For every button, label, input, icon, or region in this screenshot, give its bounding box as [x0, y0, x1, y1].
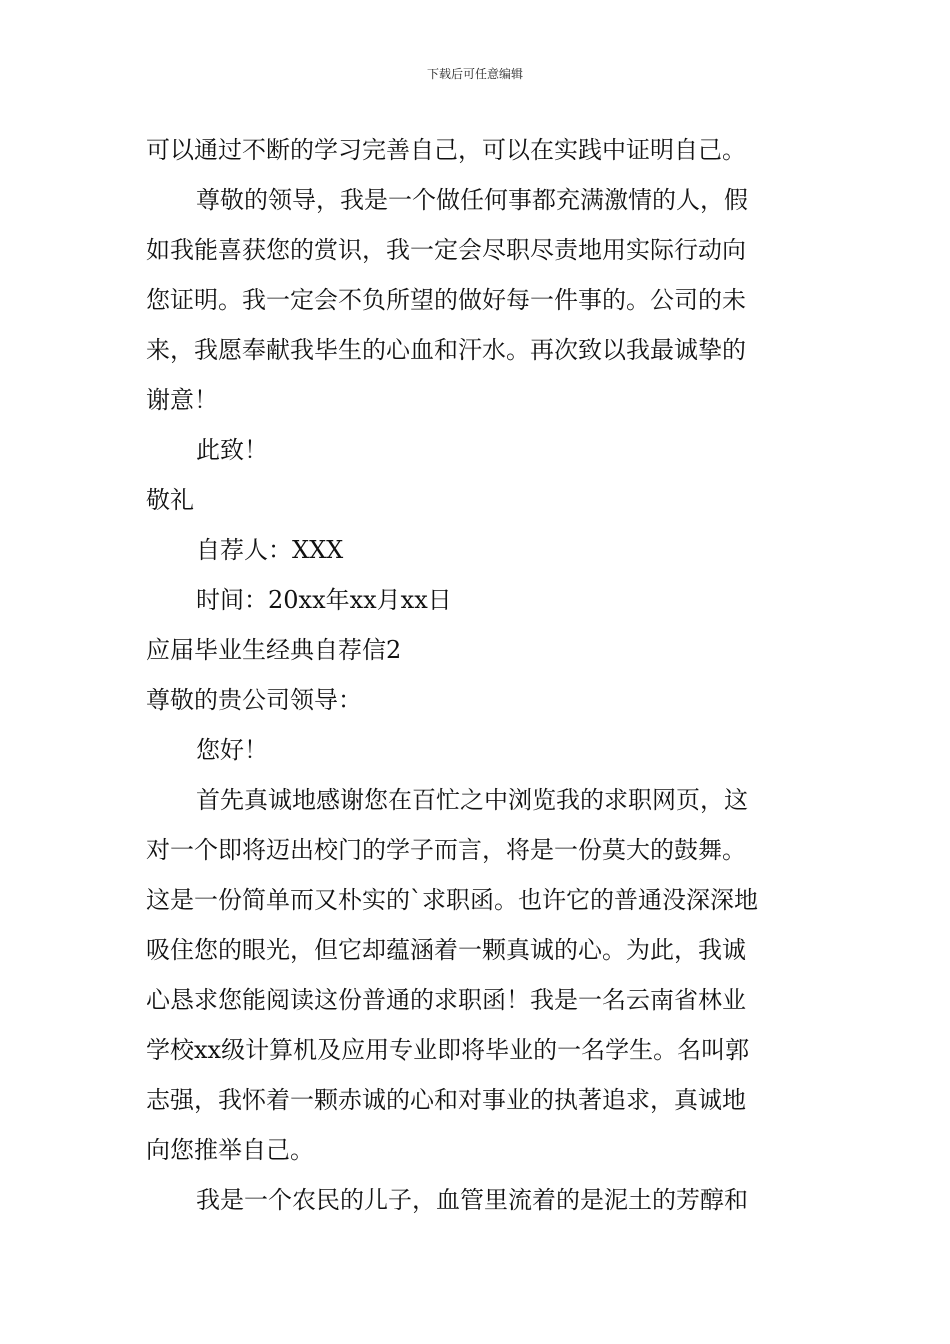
section-title: 应届毕业生经典自荐信2 — [146, 636, 402, 664]
text-line: 志强，我怀着一颗赤诚的心和对事业的执著追求，真诚地 — [146, 1086, 746, 1114]
page-header-watermark: 下载后可任意编辑 — [426, 67, 523, 81]
text-line: 学校xx级计算机及应用专业即将毕业的一名学生。名叫郭 — [146, 1036, 750, 1064]
text-line: 吸住您的眼光，但它却蕴涵着一颗真诚的心。为此，我诚 — [146, 936, 746, 964]
text-line: 来，我愿奉献我毕生的心血和汗水。再次致以我最诚挚的 — [146, 336, 746, 364]
signature-line: 自荐人：XXX — [196, 536, 344, 564]
greeting-addressee: 尊敬的贵公司领导： — [146, 686, 362, 714]
text-line: 首先真诚地感谢您在百忙之中浏览我的求职网页，这 — [196, 786, 748, 814]
text-line: 谢意！ — [146, 386, 218, 414]
text-line: 如我能喜获您的赏识，我一定会尽职尽责地用实际行动向 — [146, 236, 746, 264]
greeting: 您好！ — [196, 736, 268, 764]
text-line: 您证明。我一定会不负所望的做好每一件事的。公司的未 — [146, 286, 746, 314]
text-line: 向您推举自己。 — [146, 1136, 314, 1164]
document-body — [146, 125, 806, 1225]
closing-regards: 敬礼 — [146, 486, 194, 514]
text-line: 尊敬的领导，我是一个做任何事都充满激情的人，假 — [196, 186, 748, 214]
text-line: 我是一个农民的儿子，血管里流着的是泥土的芳醇和 — [196, 1186, 748, 1214]
text-line: 心恳求您能阅读这份普通的求职函！我是一名云南省林业 — [146, 986, 746, 1014]
text-line: 可以通过不断的学习完善自己，可以在实践中证明自己。 — [146, 136, 746, 164]
text-line: 这是一份简单而又朴实的`求职函。也许它的普通没深深地 — [146, 886, 758, 914]
text-line: 对一个即将迈出校门的学子而言，将是一份莫大的鼓舞。 — [146, 836, 746, 864]
date-line: 时间：20xx年xx月xx日 — [196, 586, 452, 614]
closing-salutation: 此致！ — [196, 436, 268, 464]
